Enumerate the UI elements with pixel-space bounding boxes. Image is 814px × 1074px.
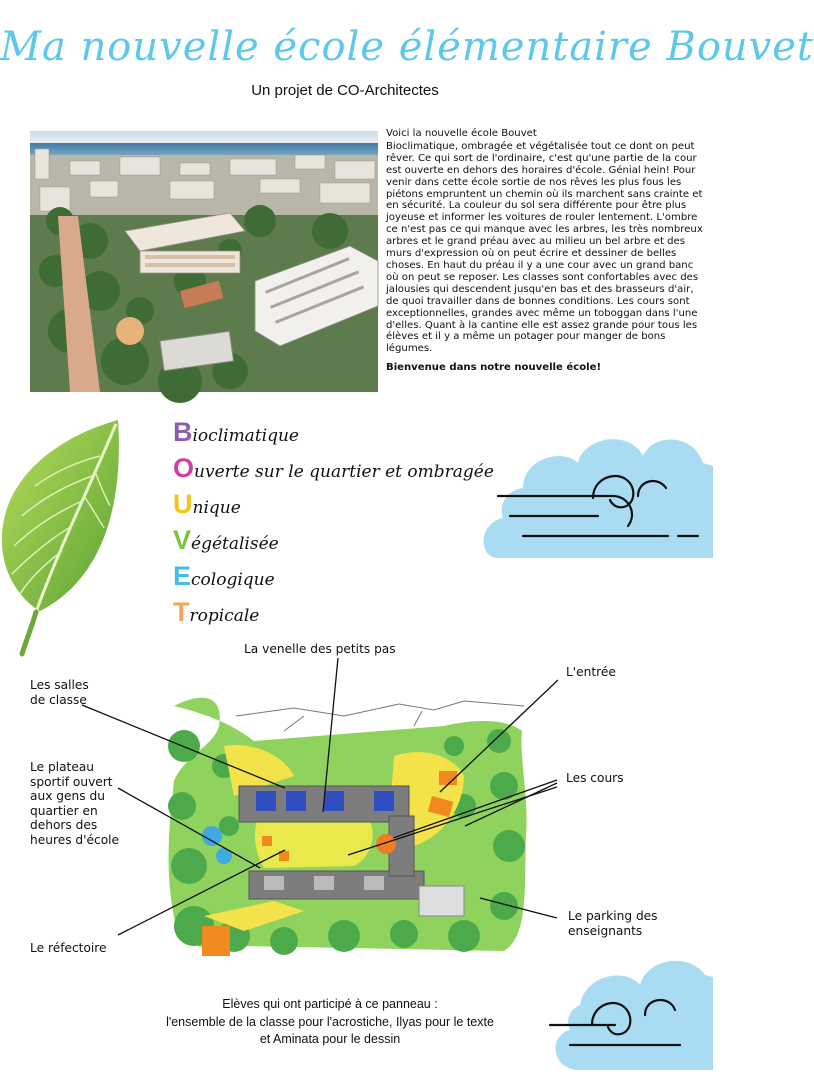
acrostic-word: uverte sur le quartier et ombragée xyxy=(194,462,494,482)
acrostic xyxy=(173,414,494,630)
acrostic-line xyxy=(173,522,494,558)
acrostic-letter: O xyxy=(173,453,195,483)
cloud-icon xyxy=(478,418,713,568)
label-salles: Les salles de classe xyxy=(30,678,89,707)
leaf-icon xyxy=(0,416,128,656)
label-entree: L'entrée xyxy=(566,665,616,679)
article-body: Bioclimatique, ombragée et végétalisée tout ce dont on peut rêver. Ce qui sort de l'ordinaire, c'est qu'une partie de la cour est ouverte en dehors des horaires d'école. Génial hein! Pour venir dans cette école sortie de nos rêves les plus fous les piétons empruntent un chemin où ils marchent sans crainte et en sécurité. La couleur du sol sera différente pour être plus joyeuse et informer les voitures de rouler lentement. L'ombre ce n'est pas ce qui manque avec les arbres, les très nombreux arbres et le grand préau avec au milieu un bel arbre et des murs d'expression où on peut écrire et dessiner de belles choses. En haut du préau il y a une cour avec un grand banc où on peut se reposer. Les classes sont confortables avec des jalousies qui descendent jusqu'en bas et des brasseurs d'air, de quoi travailler dans de bonnes conditions. Les cours sont exceptionnelles, grandes avec même un toboggan dans l'une d'elles. Quant à la cantine elle est assez grande pour tous les élèves et il y a même un potager pour manger de bons légumes. xyxy=(386,140,703,355)
acrostic-line xyxy=(173,450,494,486)
acrostic-line xyxy=(173,414,494,450)
acrostic-word: ioclimatique xyxy=(192,426,299,446)
acrostic-line xyxy=(173,594,494,630)
acrostic-word: cologique xyxy=(191,570,275,590)
acrostic-line xyxy=(173,558,494,594)
page-subtitle: Un projet de CO-Architectes xyxy=(251,82,439,99)
acrostic-letter: V xyxy=(173,525,192,555)
credits-line: Elèves qui ont participé à ce panneau : xyxy=(222,997,438,1011)
credits-line: et Aminata pour le dessin xyxy=(259,1032,401,1046)
article-title: Voici la nouvelle école Bouvet xyxy=(386,128,537,139)
label-plateau: Le plateau sportif ouvert aux gens du quartier en dehors des heures d'école xyxy=(30,760,120,847)
acrostic-letter: B xyxy=(173,417,193,447)
acrostic-word: nique xyxy=(192,498,241,518)
label-venelle: La venelle des petits pas xyxy=(244,642,396,656)
label-refectoire: Le réfectoire xyxy=(30,941,107,955)
acrostic-word: égétalisée xyxy=(191,534,279,554)
acrostic-letter: U xyxy=(173,489,193,519)
label-cours: Les cours xyxy=(566,771,624,785)
credits xyxy=(0,996,660,1049)
acrostic-letter: T xyxy=(173,597,190,627)
school-plan-drawing xyxy=(164,686,534,976)
article-footer: Bienvenue dans notre nouvelle école! xyxy=(386,362,602,374)
acrostic-letter: E xyxy=(173,561,192,591)
label-parking: Le parking des enseignants xyxy=(568,909,658,938)
aerial-photo xyxy=(30,131,378,392)
article xyxy=(386,128,704,374)
acrostic-line xyxy=(173,486,494,522)
credits-line: l'ensemble de la classe pour l'acrostiche, Ilyas pour le texte xyxy=(166,1014,494,1029)
acrostic-word: ropicale xyxy=(189,606,260,626)
page-title: Ma nouvelle école élémentaire Bouvet xyxy=(0,24,814,70)
